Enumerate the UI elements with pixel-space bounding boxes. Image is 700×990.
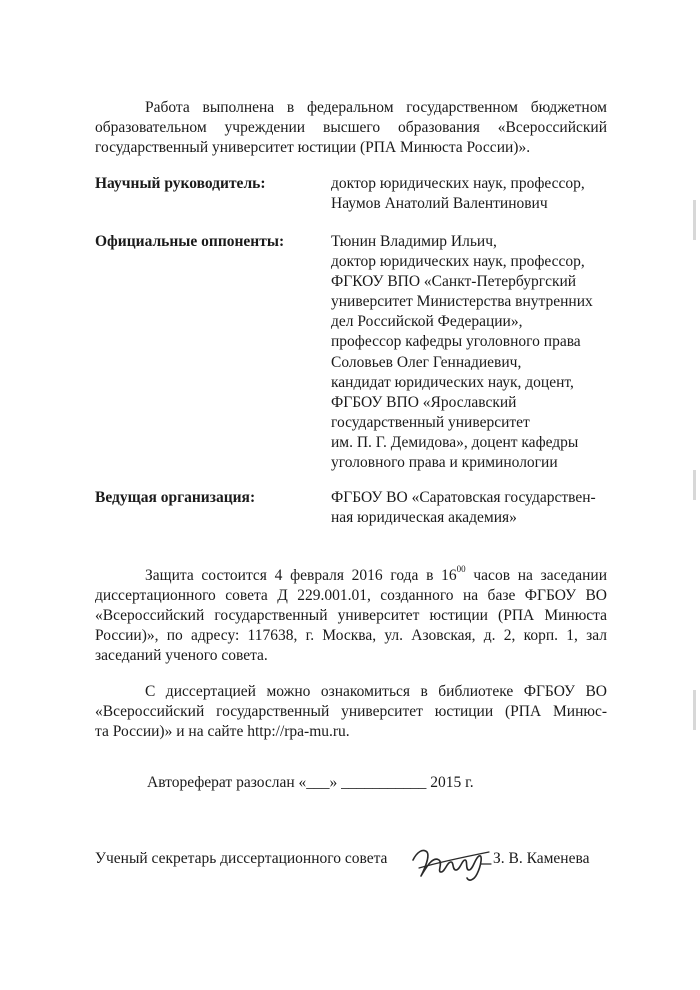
defense-line: заседаний ученого совета. xyxy=(95,647,268,664)
defense-line: России)», по адресу: 117638, г. Москва, ул. Азовская, д. 2, корп. 1, зал xyxy=(95,627,607,644)
opponent-first-line: университет Министерства внутренних xyxy=(331,293,593,310)
opponent-second-line: государственный университет xyxy=(331,414,530,431)
scan-edge-mark xyxy=(693,470,696,500)
opponent-first-line: дел Российской Федерации», xyxy=(331,313,523,330)
library-line: «Всероссийский государственный университет юстиции (РПА Минюс- xyxy=(95,703,607,720)
opponent-second-line: кандидат юридических наук, доцент, xyxy=(331,374,574,391)
intro-line: Работа выполнена в федеральном государственном бюджетном xyxy=(145,99,607,116)
scan-edge-mark xyxy=(693,200,696,240)
intro-line: государственный университет юстиции (РПА Минюста России)». xyxy=(95,139,531,156)
abstract-sent-line: Автореферат разослан «___» ___________ 2015 г. xyxy=(147,774,474,791)
defense-line xyxy=(95,563,607,586)
library-line: та России)» и на сайте http://rpa-mu.ru. xyxy=(95,723,350,740)
leading-org-line: ФГБОУ ВО «Саратовская государствен- xyxy=(331,489,596,506)
secretary-label: Ученый секретарь диссертационного совета xyxy=(95,850,388,867)
supervisor-line: доктор юридических наук, профессор, xyxy=(331,175,585,192)
opponent-first-line: доктор юридических наук, профессор, xyxy=(331,253,585,270)
intro-paragraph xyxy=(95,98,607,158)
opponent-first xyxy=(331,232,611,352)
opponent-second-line: ФГБОУ ВПО «Ярославский xyxy=(331,394,517,411)
supervisor-line: Наумов Анатолий Валентинович xyxy=(331,195,548,212)
leading-org-line: ная юридическая академия» xyxy=(331,509,517,526)
library-paragraph xyxy=(95,682,607,742)
defense-line: диссертационного совета Д 229.001.01, созданного на базе ФГБОУ ВО xyxy=(95,587,607,604)
defense-line-end: часов на заседании xyxy=(465,567,607,584)
leading-org-label: Ведущая организация: xyxy=(95,489,256,506)
opponent-first-line: Тюнин Владимир Ильич, xyxy=(331,233,497,250)
library-line: С диссертацией можно ознакомиться в библиотеке ФГБОУ ВО xyxy=(145,683,607,700)
defense-paragraph xyxy=(95,563,607,666)
opponent-first-line: профессор кафедры уголовного права xyxy=(331,333,581,350)
scan-edge-mark xyxy=(693,690,696,730)
defense-line-start: Защита состоится 4 февраля 2016 года в 16 xyxy=(145,567,457,584)
intro-line: образовательном учреждении высшего образования «Всероссийский xyxy=(95,119,607,136)
opponent-first-line: ФГКОУ ВПО «Санкт-Петербургский xyxy=(331,273,577,290)
secretary-name: З. В. Каменева xyxy=(493,850,590,867)
defense-line: «Всероссийский государственный университет юстиции (РПА Минюста xyxy=(95,607,607,624)
supervisor-label: Научный руководитель: xyxy=(95,175,266,192)
defense-time-superscript: 00 xyxy=(456,563,466,574)
opponents-label: Официальные оппоненты: xyxy=(95,233,285,250)
leading-org-value xyxy=(331,488,611,528)
opponent-second xyxy=(331,353,611,473)
opponent-second-line: Соловьев Олег Геннадиевич, xyxy=(331,354,522,371)
opponent-second-line: уголовного права и криминологии xyxy=(331,454,558,471)
opponent-second-line: им. П. Г. Демидова», доцент кафедры xyxy=(331,434,579,451)
supervisor-value xyxy=(331,174,611,214)
signature-image xyxy=(407,838,493,886)
